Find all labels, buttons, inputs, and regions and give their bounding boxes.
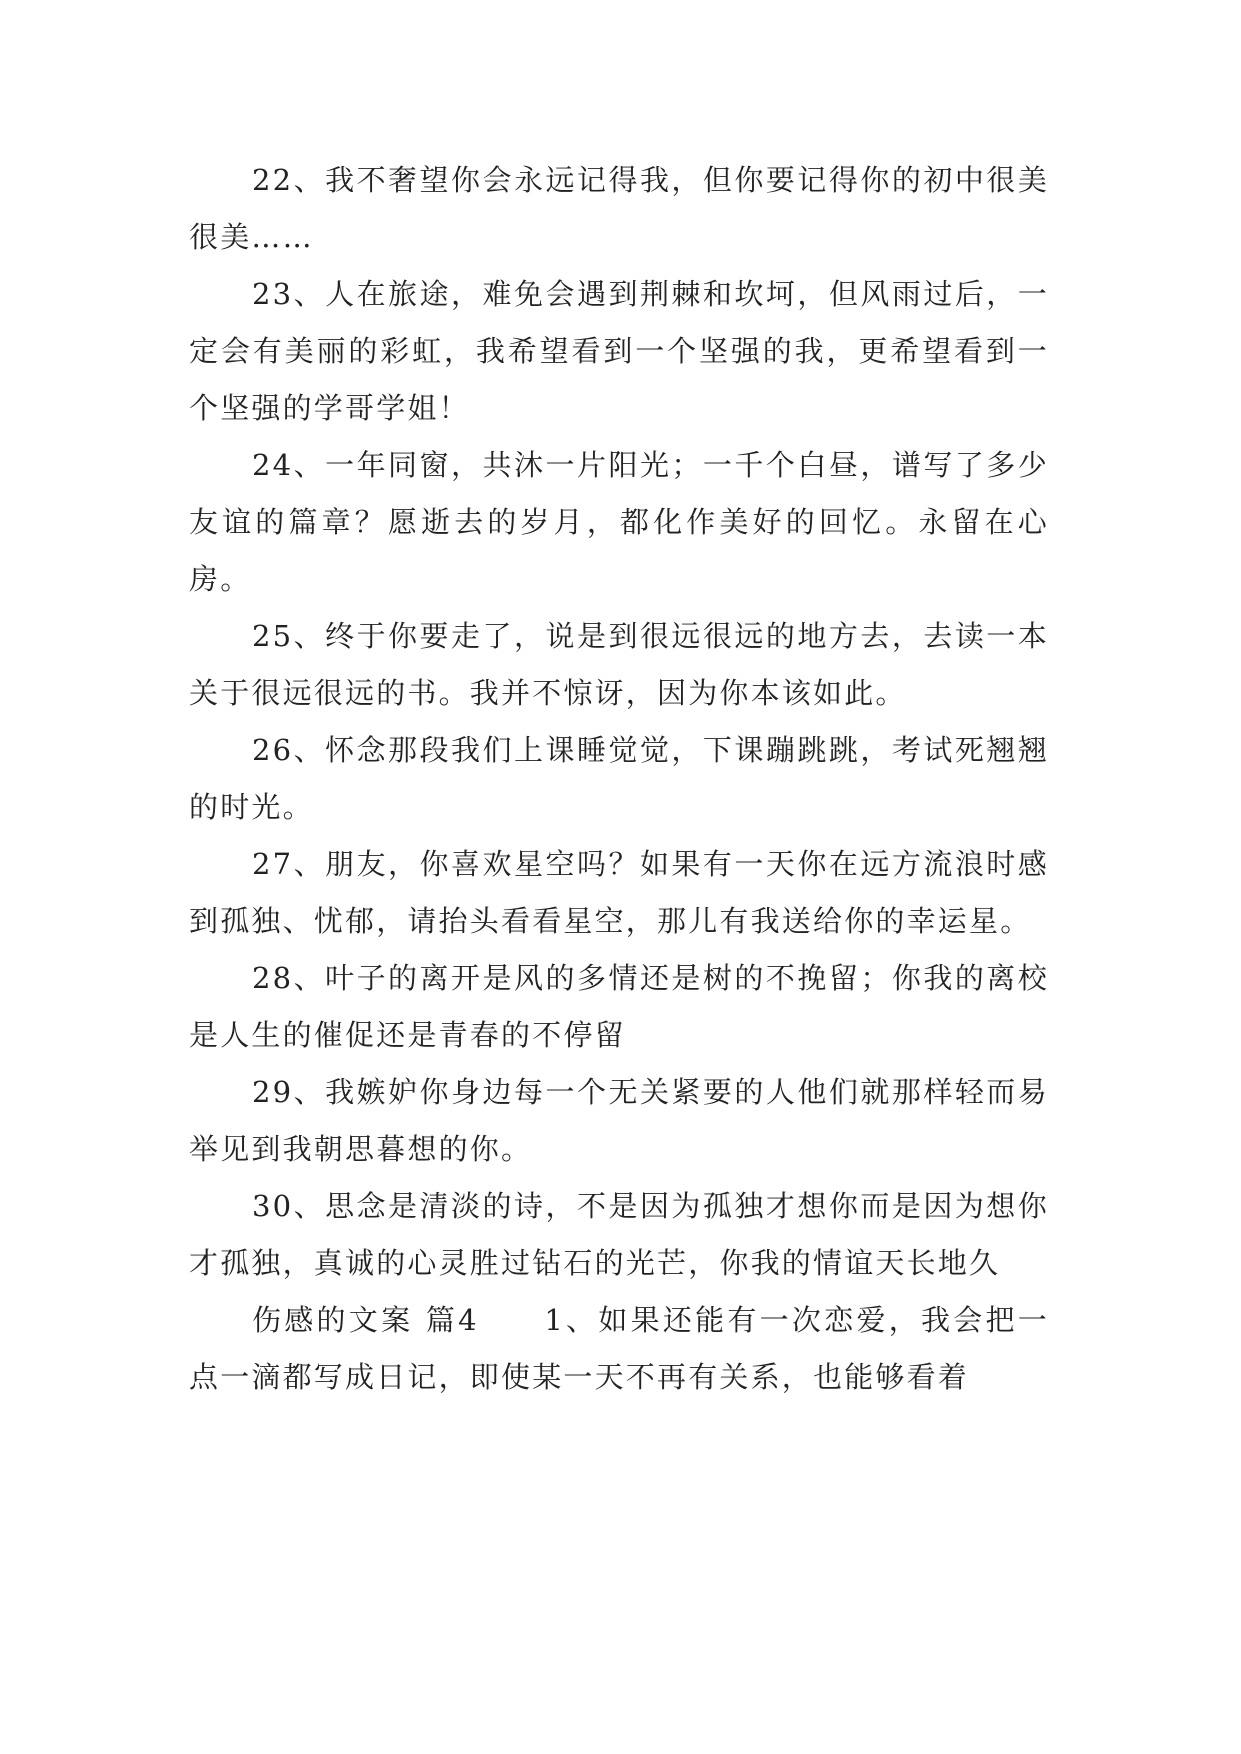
paragraph-25: 25、终于你要走了，说是到很远很远的地方去，去读一本关于很远很远的书。我并不惊讶，因为你本该如此。 [189,619,1049,710]
paragraph-22: 22、我不奢望你会永远记得我，但你要记得你的初中很美很美…… [189,163,1049,254]
paragraph-section-4: 伤感的文案 篇4 1、如果还能有一次恋爱，我会把一点一滴都写成日记，即使某一天不再有关系，也能够看着 [189,1303,1049,1394]
paragraph-23: 23、人在旅途，难免会遇到荆棘和坎坷，但风雨过后，一定会有美丽的彩虹，我希望看到一个坚强的我，更希望看到一个坚强的学哥学姐！ [189,277,1049,425]
paragraph-26: 26、怀念那段我们上课睡觉觉，下课蹦跳跳，考试死翘翘的时光。 [189,733,1049,824]
paragraph-24: 24、一年同窗，共沐一片阳光；一千个白昼，谱写了多少友谊的篇章？愿逝去的岁月，都化作美好的回忆。永留在心房。 [189,448,1049,596]
paragraph-30: 30、思念是清淡的诗，不是因为孤独才想你而是因为想你才孤独，真诚的心灵胜过钻石的光芒，你我的情谊天长地久 [189,1189,1049,1280]
paragraph-28: 28、叶子的离开是风的多情还是树的不挽留；你我的离校是人生的催促还是青春的不停留 [189,961,1049,1052]
paragraph-29: 29、我嫉妒你身边每一个无关紧要的人他们就那样轻而易举见到我朝思暮想的你。 [189,1075,1049,1166]
document-body [189,152,1049,1406]
paragraph-27: 27、朋友，你喜欢星空吗？如果有一天你在远方流浪时感到孤独、忧郁，请抬头看看星空，那儿有我送给你的幸运星。 [189,847,1049,938]
